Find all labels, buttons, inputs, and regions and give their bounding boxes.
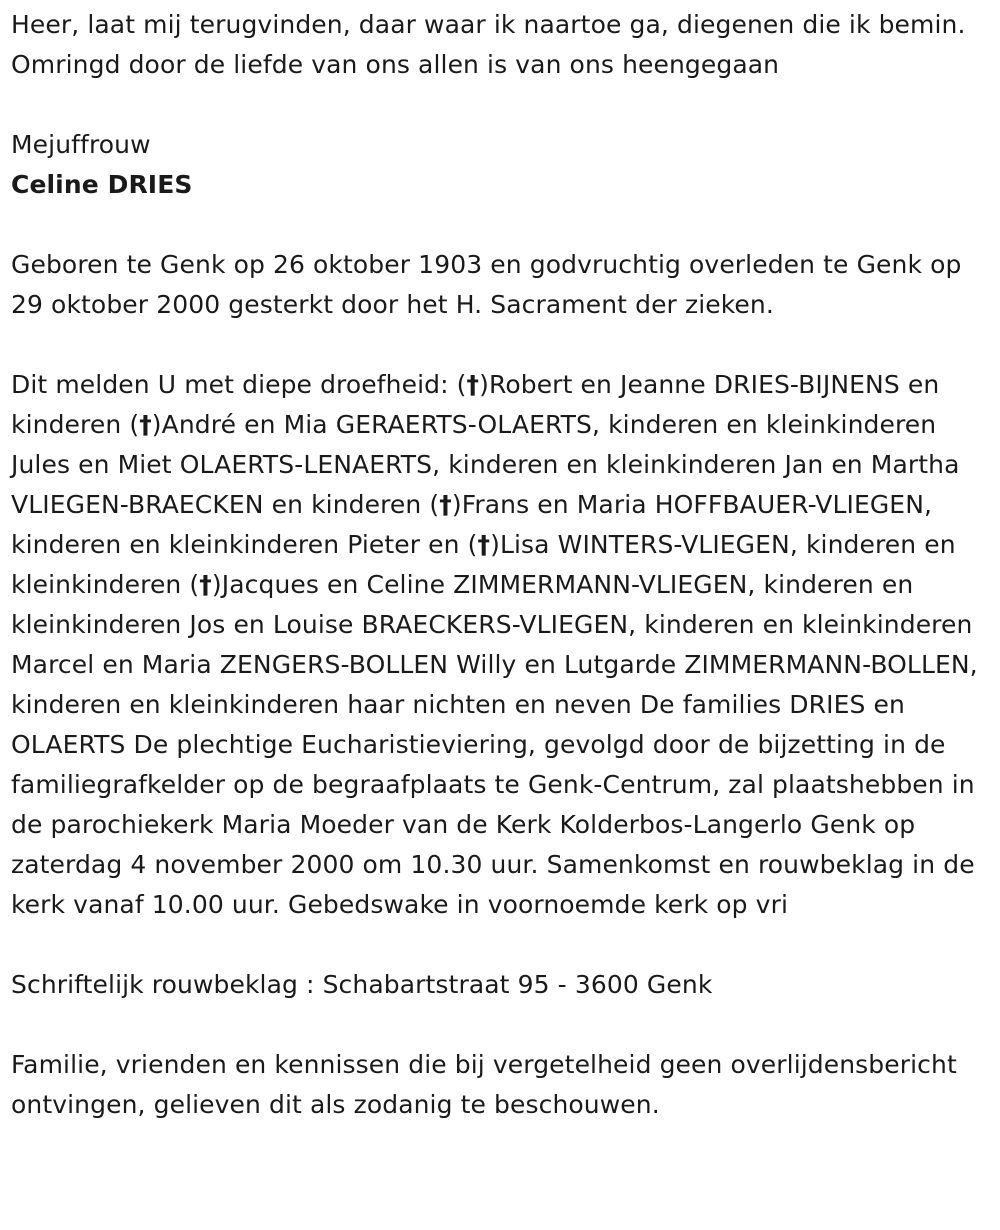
spacer (11, 1005, 996, 1045)
announcement-intro: Dit melden U met diepe droefheid: ( (11, 370, 467, 399)
spacer (11, 925, 996, 965)
deceased-name: Celine DRIES (11, 170, 193, 199)
announcement-paragraph (11, 365, 996, 925)
birth-death-paragraph: Geboren te Genk op 26 oktober 1903 en godvruchtig overleden te Genk op 29 oktober 2000 gesterkt door het H. Sacrament der zieken. (11, 250, 962, 319)
title-prefix: Mejuffrouw (11, 130, 151, 159)
announcement-part-4: )Lisa WINTERS-VLIEGEN, kinderen en kleinkinderen ( (11, 530, 956, 599)
announcement-part-1: )Robert en Jeanne DRIES-BIJNENS en kinderen ( (11, 370, 940, 439)
cross-icon: † (466, 370, 480, 399)
announcement-part-5: )Jacques en Celine ZIMMERMANN-VLIEGEN, kinderen en kleinkinderen Jos en Louise BRAECKERS-VLIEGEN, kinderen en kleinkinderen Marcel en Maria ZENGERS-BOLLEN Willy en Lutgarde ZIMMERMANN-BOLLEN, kinderen en kleinkinderen haar nichten en neven De families DRIES en OLAERTS De plechtige Eucharistieviering, gevolgd door de bijzetting in de familiegrafkelder op de begraafplaats te Genk-Centrum, zal plaatshebben in de parochiekerk Maria Moeder van de Kerk Kolderbos-Langerlo Genk op zaterdag 4 november 2000 om 10.30 uur. Samenkomst en rouwbeklag in de kerk vanaf 10.00 uur. Gebedswake in voornoemde kerk op vri (11, 570, 978, 919)
spacer (11, 205, 996, 245)
announcement-part-3: )Frans en Maria HOFFBAUER-VLIEGEN, kinderen en kleinkinderen Pieter en ( (11, 490, 933, 559)
cross-icon: † (477, 530, 491, 559)
announcement-part-2: )André en Mia GERAERTS-OLAERTS, kinderen en kleinkinderen Jules en Miet OLAERTS-LENAERTS, kinderen en kleinkinderen Jan en Martha VLIEGEN-BRAECKEN en kinderen ( (11, 410, 960, 519)
opening-verse: Heer, laat mij terugvinden, daar waar ik naartoe ga, diegenen die ik bemin. Omringd door de liefde van ons allen is van ons heengegaan (11, 10, 966, 79)
spacer (11, 325, 996, 365)
cross-icon: † (139, 410, 152, 439)
condolence-address: Schriftelijk rouwbeklag : Schabartstraat 95 - 3600 Genk (11, 970, 713, 999)
cross-icon: † (439, 490, 452, 519)
cross-icon: † (199, 570, 212, 599)
obituary-document (11, 5, 996, 1125)
spacer (11, 85, 996, 125)
closing-note: Familie, vrienden en kennissen die bij vergetelheid geen overlijdensbericht ontvingen, gelieven dit als zodanig te beschouwen. (11, 1050, 957, 1119)
